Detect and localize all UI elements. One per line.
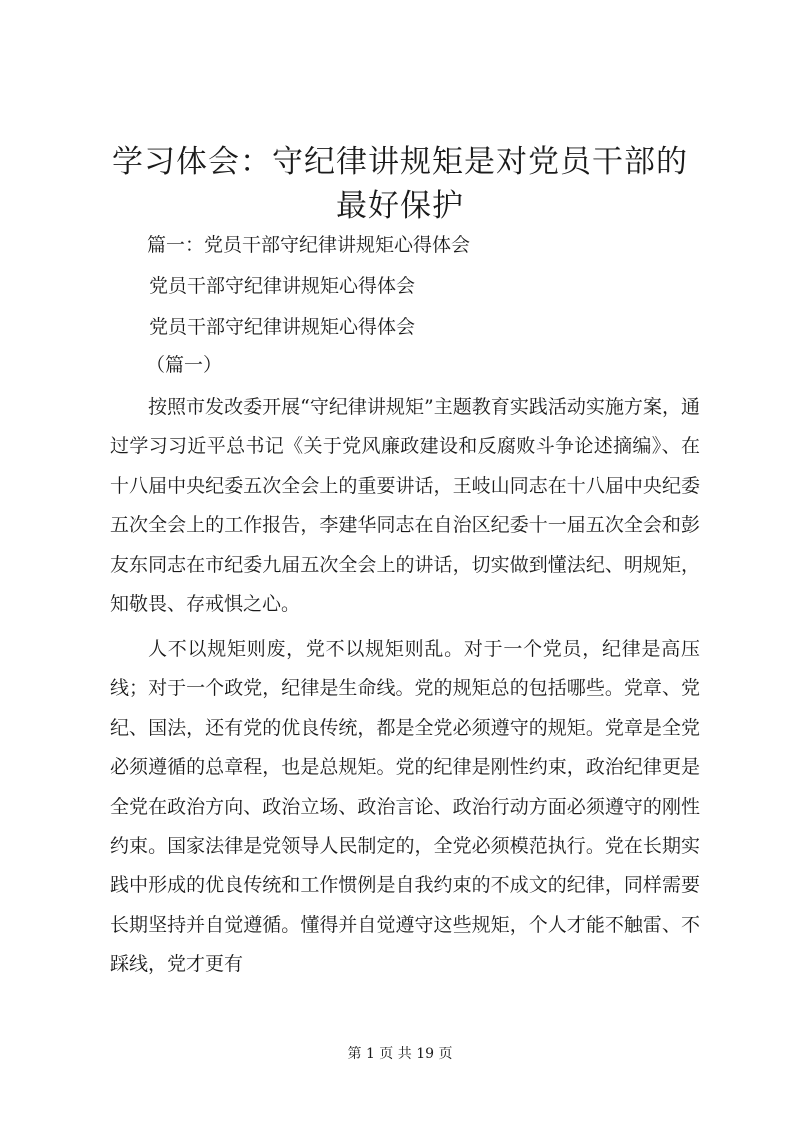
subtitle-3: 党员干部守纪律讲规矩心得体会 xyxy=(149,316,416,338)
document-title: 学习体会：守纪律讲规矩是对党员干部的最好保护 xyxy=(112,144,688,224)
subtitle-2: 党员干部守纪律讲规矩心得体会 xyxy=(149,275,416,297)
paragraph-2: 人不以规矩则废，党不以规矩则乱。对于一个党员，纪律是高压线；对于一个政党，纪律是生命线。党的规矩总的包括哪些。党章、党纪、国法，还有党的优良传统，都是全党必须遵守的规矩。党章是全党必须遵循的总章程，也是总规矩。党的纪律是刚性约束，政治纪律更是全党在政治方向、政治立场、政治言论、政治行动方面必须遵守的刚性约束。国家法律是党领导人民制定的，全党必须模范执行。党在长期实践中形成的优良传统和工作惯例是自我约束的不成文的纪律，同样需要长期坚持并自觉遵循。懂得并自觉遵守这些规矩，个人才能不触雷、不踩线，党才更有 xyxy=(110,638,700,976)
paragraph-1: 按照市发改委开展“守纪律讲规矩”主题教育实践活动实施方案，通过学习习近平总书记《关于党风廉政建设和反腐败斗争论述摘编》、在十八届中央纪委五次全会上的重要讲话，王岐山同志在十八届中央纪委五次全会上的工作报告，李建华同志在自治区纪委十一届五次全会和彭友东同志在市纪委九届五次全会上的讲话，切实做到懂法纪、明规矩，知敬畏、存戒惧之心。 xyxy=(110,396,700,616)
section-label: （篇一） xyxy=(146,354,223,376)
subtitle-1: 篇一：党员干部守纪律讲规矩心得体会 xyxy=(147,234,471,256)
page-footer: 第 1 页 共 19 页 xyxy=(347,1046,453,1062)
